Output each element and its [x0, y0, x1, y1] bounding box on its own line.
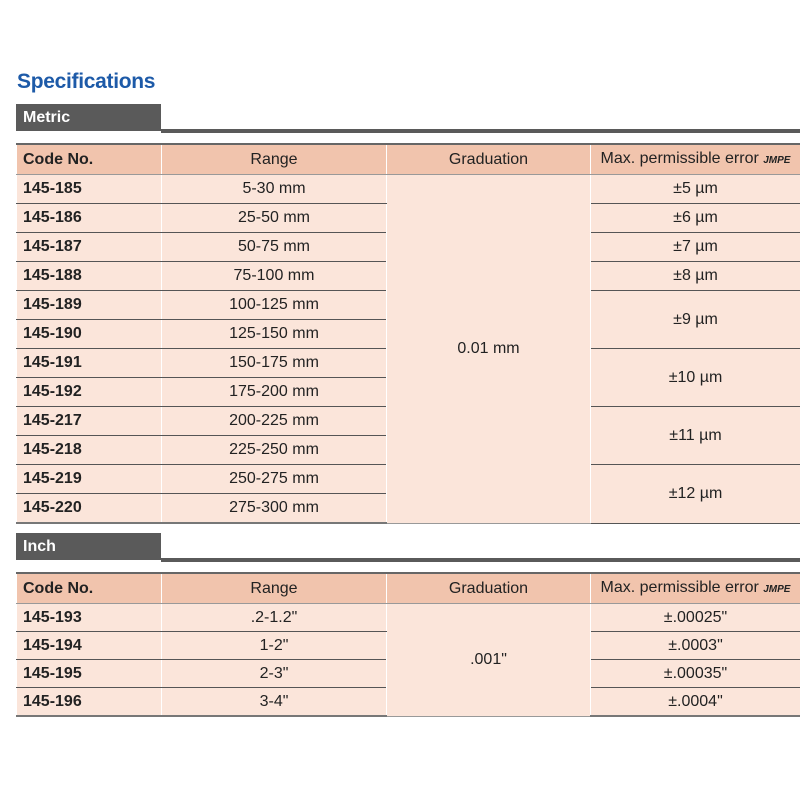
code-cell: 145-219: [17, 465, 162, 494]
metric-spec-table: [16, 143, 800, 524]
code-cell: 145-220: [17, 494, 162, 524]
range-cell: 5-30 mm: [162, 175, 387, 204]
inch-header-row: [17, 573, 800, 604]
code-cell: 145-218: [17, 436, 162, 465]
code-cell: 145-188: [17, 262, 162, 291]
error-cell: ±12 µm: [591, 465, 800, 524]
code-column-header: Code No.: [17, 144, 162, 175]
range-cell: 2-3": [162, 660, 387, 688]
error-cell: ±9 µm: [591, 291, 800, 349]
range-cell: 100-125 mm: [162, 291, 387, 320]
table-row: [17, 175, 800, 204]
range-cell: 175-200 mm: [162, 378, 387, 407]
error-column-header: [591, 144, 800, 175]
error-cell: ±10 µm: [591, 349, 800, 407]
code-cell: 145-186: [17, 204, 162, 233]
range-cell: .2-1.2": [162, 604, 387, 632]
inch-spec-table: [16, 572, 800, 717]
error-cell: ±11 µm: [591, 407, 800, 465]
range-column-header: Range: [162, 144, 387, 175]
code-cell: 145-196: [17, 688, 162, 717]
error-cell: ±5 µm: [591, 175, 800, 204]
range-cell: 75-100 mm: [162, 262, 387, 291]
range-column-header: Range: [162, 573, 387, 604]
graduation-cell: .001": [387, 604, 591, 717]
inch-table-body: [17, 604, 800, 717]
metric-section-label: Metric: [16, 104, 161, 131]
error-column-header: [591, 573, 800, 604]
range-cell: 200-225 mm: [162, 407, 387, 436]
range-cell: 1-2": [162, 632, 387, 660]
inch-section-rule: [161, 558, 800, 562]
error-header-text: Max. permissible error: [600, 150, 764, 167]
range-cell: 25-50 mm: [162, 204, 387, 233]
error-header-subscript: JMPE: [763, 155, 791, 166]
metric-section-rule: [161, 129, 800, 133]
range-cell: 3-4": [162, 688, 387, 717]
code-cell: 145-187: [17, 233, 162, 262]
range-cell: 275-300 mm: [162, 494, 387, 524]
error-cell: ±6 µm: [591, 204, 800, 233]
metric-table-body: [17, 175, 800, 524]
code-cell: 145-193: [17, 604, 162, 632]
range-cell: 125-150 mm: [162, 320, 387, 349]
code-cell: 145-190: [17, 320, 162, 349]
code-cell: 145-192: [17, 378, 162, 407]
range-cell: 225-250 mm: [162, 436, 387, 465]
error-cell: ±7 µm: [591, 233, 800, 262]
range-cell: 250-275 mm: [162, 465, 387, 494]
metric-header-row: [17, 144, 800, 175]
table-row: [17, 604, 800, 632]
error-cell: ±.00035": [591, 660, 800, 688]
range-cell: 150-175 mm: [162, 349, 387, 378]
error-cell: ±.0004": [591, 688, 800, 717]
code-cell: 145-195: [17, 660, 162, 688]
error-cell: ±8 µm: [591, 262, 800, 291]
error-cell: ±.00025": [591, 604, 800, 632]
error-cell: ±.0003": [591, 632, 800, 660]
code-cell: 145-217: [17, 407, 162, 436]
inch-section-label: Inch: [16, 533, 161, 560]
code-cell: 145-194: [17, 632, 162, 660]
code-cell: 145-191: [17, 349, 162, 378]
graduation-cell: 0.01 mm: [387, 175, 591, 524]
code-cell: 145-185: [17, 175, 162, 204]
graduation-column-header: Graduation: [387, 144, 591, 175]
error-header-text: Max. permissible error: [600, 579, 764, 596]
error-header-subscript: JMPE: [763, 584, 791, 595]
code-column-header: Code No.: [17, 573, 162, 604]
page-title: Specifications: [17, 70, 156, 93]
graduation-column-header: Graduation: [387, 573, 591, 604]
range-cell: 50-75 mm: [162, 233, 387, 262]
code-cell: 145-189: [17, 291, 162, 320]
